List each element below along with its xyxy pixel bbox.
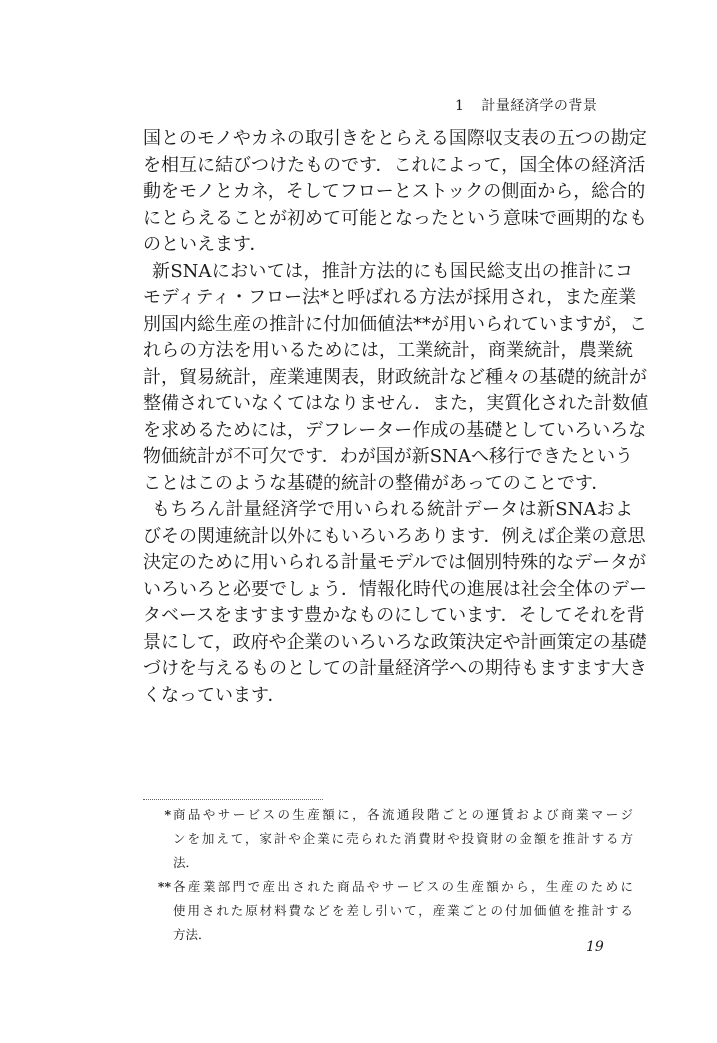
- body-line: 整備されていなくてはなりません．また，実質化された計数値: [143, 393, 649, 414]
- body-line: 新SNAにおいては，推計方法的にも国民総支出の推計にコ: [152, 260, 633, 282]
- body-line: もちろん計量経済学で用いられる統計データは新SNAおよ: [152, 499, 633, 520]
- body-line: くなっています．: [143, 684, 286, 706]
- body-text: [143, 126, 649, 709]
- page-number: 19: [586, 939, 604, 955]
- body-line: びその関連統計以外にもいろいろあります．例えば企業の意思: [143, 525, 646, 547]
- footnote-line: 各産業部門で産出された商品やサービスの生産額から，生産のために: [173, 879, 633, 894]
- body-line: を求めるためには，デフレーター作成の基礎としていろいろな: [143, 419, 647, 441]
- body-line: モディティ・フロー法*と呼ばれる方法が採用され，また産業: [143, 287, 637, 308]
- body-line: 物価統計が不可欠です．わが国が新SNAへ移行できたという: [143, 446, 633, 467]
- footnote: [143, 875, 633, 947]
- body-line: れらの方法を用いるためには，工業統計，商業統計，農業統: [143, 340, 633, 361]
- body-line: タベースをますます豊かなものにしています．そしてそれを背: [143, 605, 645, 626]
- footnote-line: 方法．: [173, 927, 211, 942]
- body-line: にとらえることが初めて可能となったという意味で画期的なも: [143, 207, 647, 229]
- footnote-mark: **: [157, 879, 171, 894]
- footnote-line: 商品やサービスの生産額に，各流通段階ごとの運賃および商業マージ: [173, 807, 633, 822]
- body-line: を相互に結びつけたものです．これによって，国全体の経済活: [143, 154, 646, 176]
- footnote-line: ンを加えて，家計や企業に売られた消費財や投資財の金額を推計する方: [173, 831, 633, 846]
- body-line: いろいろと必要でしょう．情報化時代の進展は社会全体のデー: [143, 578, 647, 600]
- body-line: のといえます．: [143, 234, 268, 255]
- footnote-mark: *: [164, 807, 171, 822]
- footnote-line: 使用された原材料費などを差し引いて，産業ごとの付加価値を推計する: [173, 903, 633, 918]
- body-line: 動をモノとカネ，そしてフローとストックの側面から，総合的: [143, 181, 646, 202]
- body-line: 別国内総生産の推計に付加価値法**が用いられていますが，こ: [143, 313, 647, 335]
- body-line: ことはこのような基礎的統計の整備があってのことです．: [143, 472, 610, 494]
- body-line: 決定のために用いられる計量モデルでは個別特殊的なデータが: [143, 552, 647, 573]
- chapter-number: 1: [455, 98, 465, 114]
- body-line: 計，貿易統計，産業連関表，財政統計など種々の基礎的統計が: [143, 366, 647, 388]
- footnote-divider: [143, 799, 323, 800]
- footnote: [143, 803, 633, 875]
- running-header: [455, 95, 655, 115]
- footnotes: [143, 803, 633, 947]
- body-line: 国とのモノやカネの取引きをとらえる国際収支表の五つの勘定: [143, 128, 647, 149]
- body-line: 景にして，政府や企業のいろいろな政策決定や計画策定の基礎: [143, 631, 647, 653]
- chapter-title: 計量経済学の背景: [481, 98, 598, 114]
- body-line: づけを与えるものとしての計量経済学への期待もますます大き: [143, 658, 647, 679]
- footnote-line: 法．: [173, 855, 199, 870]
